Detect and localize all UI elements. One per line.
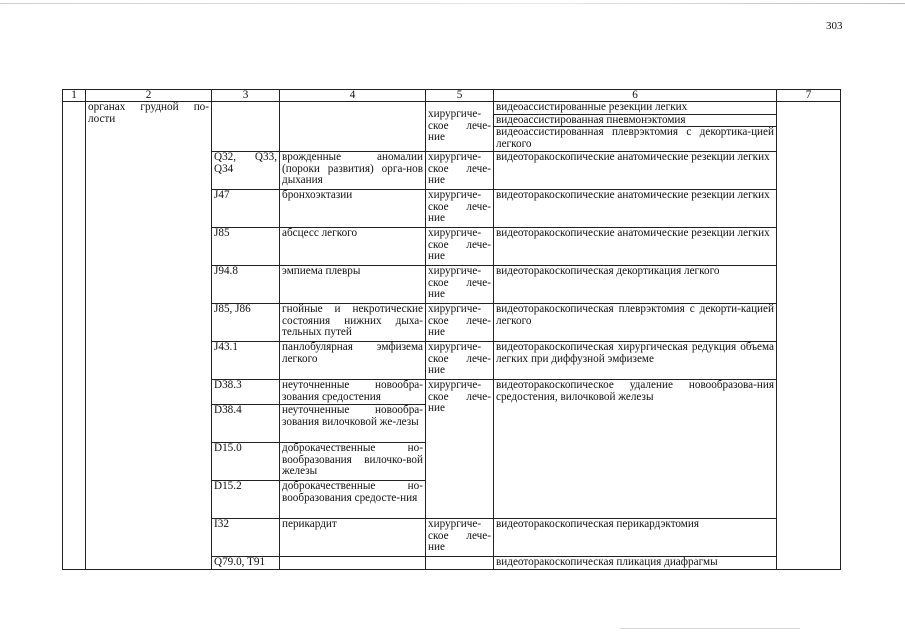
code-cell: J94.8: [212, 266, 280, 304]
diagnosis-cell: врожденные аномалии (пороки развития) орга-нов дыхания: [280, 152, 426, 190]
col-header-3: 3: [212, 90, 280, 102]
diagnosis-cell: доброкачественные но-вообразования средосте-ния: [280, 481, 426, 519]
method-cell: видеоторакоскопические анатомические резекции легких: [494, 228, 777, 266]
col1-cell: [63, 102, 86, 570]
treatment-cell: хирургиче-ское лече-ние: [426, 342, 494, 380]
group-label-cell: органах грудной по-лости: [86, 102, 212, 570]
method-cell: видеоторакоскопическое удаление новообразова-ния средостения, вилочковой железы: [494, 380, 777, 519]
code-cell: D15.0: [212, 443, 280, 481]
treatment-cell: [426, 557, 494, 570]
treatment-cell: хирургиче-ское лече-ние: [426, 228, 494, 266]
col-header-5: 5: [426, 90, 494, 102]
page-number: 303: [826, 20, 843, 32]
code-cell: [212, 102, 280, 152]
diagnosis-cell: [280, 557, 426, 570]
diagnosis-cell: неуточненные новообра-зования вилочковой же-лезы: [280, 405, 426, 443]
treatment-cell: хирургиче-ское лече-ние: [426, 152, 494, 190]
method-cell: видеоторакоскопическая перикардэктомия: [494, 519, 777, 557]
diagnosis-cell: абсцесс легкого: [280, 228, 426, 266]
method-cell: видеоторакоскопическая декортикация легкого: [494, 266, 777, 304]
treatment-cell: хирургиче-ское лече-ние: [426, 266, 494, 304]
code-cell: I32: [212, 519, 280, 557]
diagnosis-cell: гнойные и некротические состояния нижних дыха-тельных путей: [280, 304, 426, 342]
code-cell: D38.4: [212, 405, 280, 443]
diagnosis-cell: эмпиема плевры: [280, 266, 426, 304]
method-cell: видеоассистированные резекции легких: [494, 102, 777, 115]
scan-edge-line: [0, 3, 905, 4]
treatment-cell: хирургиче-ское лече-ние: [426, 519, 494, 557]
col-header-4: 4: [280, 90, 426, 102]
table-row: [63, 102, 841, 115]
code-cell: J43.1: [212, 342, 280, 380]
medical-care-table: [62, 89, 841, 570]
treatment-cell: хирургиче-ское лече-ние: [426, 190, 494, 228]
treatment-cell: хирургиче-ское лече-ние: [426, 102, 494, 152]
method-cell: видеоторакоскопические анатомические резекции легких: [494, 190, 777, 228]
code-cell: J47: [212, 190, 280, 228]
col7-cell: [777, 102, 841, 570]
method-cell: видеоторакоскопические анатомические резекции легких: [494, 152, 777, 190]
diagnosis-cell: [280, 102, 426, 152]
method-cell: видеоассистированная пневмонэктомия: [494, 114, 777, 127]
header-row: [63, 90, 841, 102]
code-cell: J85, J86: [212, 304, 280, 342]
code-cell: Q32, Q33, Q34: [212, 152, 280, 190]
col-header-2: 2: [86, 90, 212, 102]
method-cell: видеоторакоскопическая пликация диафрагмы: [494, 557, 777, 570]
treatment-cell: хирургиче-ское лече-ние: [426, 304, 494, 342]
diagnosis-cell: неуточненные новообра-зования средостения: [280, 380, 426, 405]
code-cell: Q79.0, T91: [212, 557, 280, 570]
code-cell: D15.2: [212, 481, 280, 519]
treatment-cell: хирургиче-ское лече-ние: [426, 380, 494, 519]
scan-edge-line: [620, 628, 800, 629]
method-cell: видеоторакоскопическая плеврэктомия с декорти-кацией легкого: [494, 304, 777, 342]
col-header-1: 1: [63, 90, 86, 102]
diagnosis-cell: панлобулярная эмфизема легкого: [280, 342, 426, 380]
diagnosis-cell: перикардит: [280, 519, 426, 557]
diagnosis-cell: доброкачественные но-вообразования вилочко-вой железы: [280, 443, 426, 481]
method-cell: видеоассистированная плеврэктомия с декортика-цией легкого: [494, 127, 777, 152]
code-cell: J85: [212, 228, 280, 266]
diagnosis-cell: бронхоэктазии: [280, 190, 426, 228]
col-header-6: 6: [494, 90, 777, 102]
code-cell: D38.3: [212, 380, 280, 405]
col-header-7: 7: [777, 90, 841, 102]
method-cell: видеоторакоскопическая хирургическая редукция объема легких при диффузной эмфиземе: [494, 342, 777, 380]
